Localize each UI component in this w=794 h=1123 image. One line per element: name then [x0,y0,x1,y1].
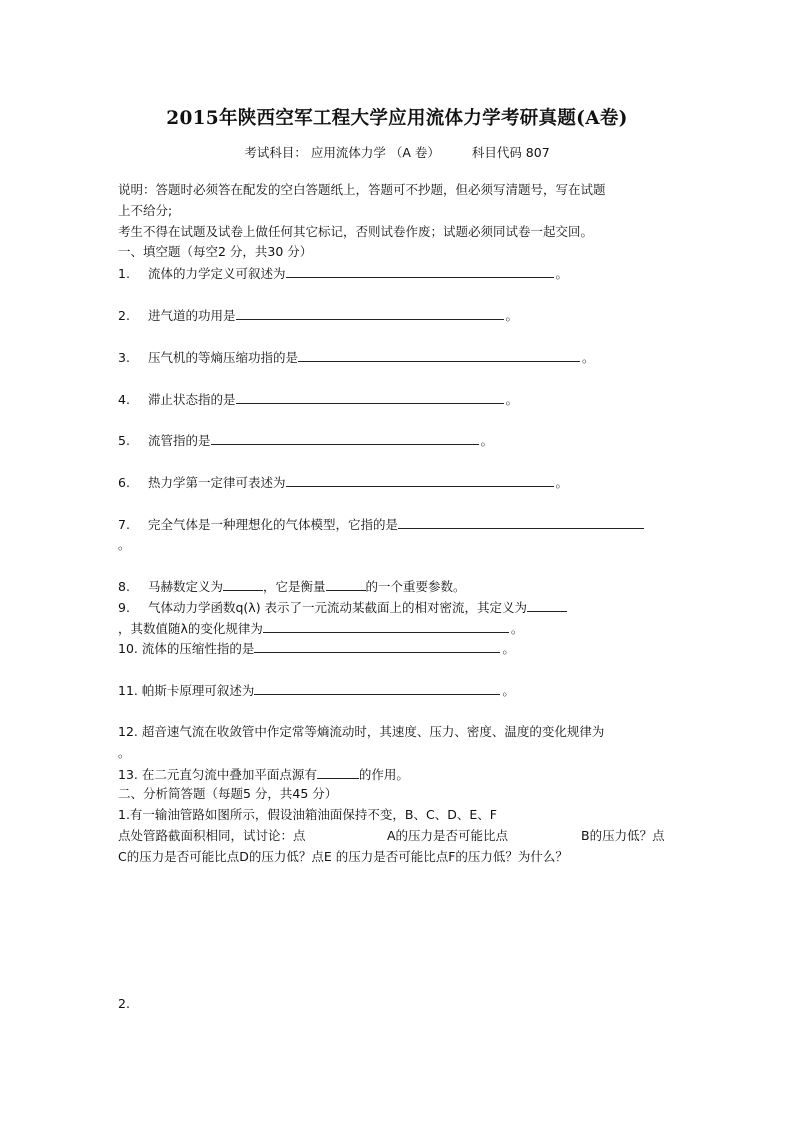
instruction-line-2: 上不给分; [118,203,173,218]
answer-blank[interactable] [317,765,359,779]
answer-blank[interactable] [398,515,644,529]
answer-blank[interactable] [527,598,567,612]
answer-blank[interactable] [263,619,509,633]
section2-q1-line1: 1.有一输油管路如图所示，假设油箱油面保持不变，B、C、D、E、F [118,807,497,822]
section2-q2: 2. [118,996,130,1011]
section2-q1-line3: C的压力是否可能比点D的压力低？点E 的压力是否可能比点F的压力低？为什么？ [118,849,568,864]
question-9-cont: ，其数值随λ的变化规律为 。 [118,621,524,636]
answer-blank[interactable] [298,348,580,362]
section1-header: 一、填空题（每空2 分，共30 分） [118,244,313,259]
question-5: 5. 流管指的是 。 [118,433,494,448]
section2-q1-line2b: A的压力是否可能比点 [387,828,509,843]
page-title: 2015年陕西空军工程大学应用流体力学考研真题(A卷) [166,108,628,129]
answer-blank[interactable] [254,681,500,695]
question-7: 7. 完全气体是一种理想化的气体模型，它指的是 [118,515,644,534]
question-1: 1. 流体的力学定义可叙述为 。 [118,266,569,281]
subject-name: 应用流体力学 （A 卷） [310,145,440,160]
answer-blank[interactable] [254,639,500,653]
section2-q1-line2a: 点处管路截面积相同，试讨论：点 [118,828,306,843]
question-12-end: 。 [118,745,131,760]
answer-blank[interactable] [236,306,504,320]
subject-label: 考试科目： [244,145,307,160]
question-13: 13. 在二元直匀流中叠加平面点源有 的作用。 [118,767,409,782]
section2-q1-line2c: B的压力低？点 [581,828,665,843]
instruction-line-3: 考生不得在试题及试卷上做任何其它标记，否则试卷作废；试题必须同试卷一起交回。 [118,224,594,239]
answer-blank[interactable] [236,390,504,404]
answer-blank[interactable] [326,577,366,591]
question-2: 2. 进气道的功用是 。 [118,308,519,323]
exam-subject-line [0,143,794,161]
question-10: 10. 流体的压缩性指的是 。 [118,641,515,656]
question-11: 11. 帕斯卡原理可叙述为 。 [118,683,515,698]
section2-header: 二、分析简答题（每题5 分，共45 分） [118,786,338,801]
question-12: 12. 超音速气流在收敛管中作定常等熵流动时，其速度、压力、密度、温度的变化规律为 [118,724,605,739]
answer-blank[interactable] [211,431,479,445]
question-9: 9. 气体动力学函数q(λ) 表示了一元流动某截面上的相对密流，其定义为 [118,598,567,617]
answer-blank[interactable] [286,473,554,487]
question-4: 4. 滞止状态指的是 。 [118,392,519,407]
answer-blank[interactable] [286,264,554,278]
question-3: 3. 压气机的等熵压缩功指的是 。 [118,350,595,365]
answer-blank[interactable] [223,577,263,591]
question-6: 6. 热力学第一定律可表述为 。 [118,475,569,490]
subject-code: 科目代码 807 [471,145,550,160]
question-7-end: 。 [118,537,131,552]
question-8: 8. 马赫数定义为 ，它是衡量 的一个重要参数。 [118,579,466,594]
instruction-line-1: 说明：答题时必须答在配发的空白答题纸上，答题可不抄题，但必须写清题号，写在试题 [118,182,606,197]
